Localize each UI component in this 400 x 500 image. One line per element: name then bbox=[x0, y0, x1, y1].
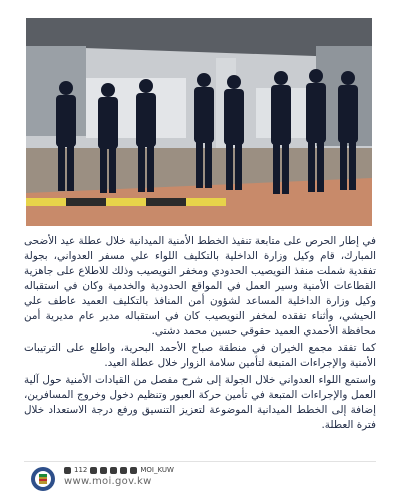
phone-icon bbox=[64, 467, 71, 474]
article-paragraph: واستمع اللواء العدواني خلال الجولة إلى شرح مفصل من القيادات الأمنية حول آلية العمل والإجراءات المتبعة في تأمين حركة العبور وتنظيم دخول وخروج المسافرين، إضافة إلى الخطط الميدانية الموضوعة لتعزيز التنسيق ورفع درجة الاستعداد خلال فترة العطلة. bbox=[24, 374, 376, 431]
twitter-icon[interactable] bbox=[110, 467, 117, 474]
article-photo bbox=[26, 18, 372, 226]
article-paragraph: في إطار الحرص على متابعة تنفيذ الخطط الأمنية الميدانية خلال عطلة عيد الأضحى المبارك، قام وكيل وزارة الداخلية بالتكليف اللواء علي مسفر العدواني، بجولة تفقدية شملت منفذ النويصيب الحدودي ومخفر النويصيب وذلك للاطلاع على جاهزية القطاعات الأمنية وسير العمل في المواقع الحدودية والخدمية وكان في استقباله وكيل وزارة الداخلية المساعد لشؤون أمن المنافذ بالتكليف العميد عاطف علي الحيشي، وأثناء تفقده لمخفر النويصيب كان في استقباله مدير عام مديرية أمن محافظة الأحمدي العميد حقوقي حسين محمد دشتي. bbox=[24, 235, 376, 337]
snapchat-icon[interactable] bbox=[90, 467, 97, 474]
social-bar bbox=[64, 465, 174, 475]
youtube-icon[interactable] bbox=[120, 467, 127, 474]
social-handle: MOI_KUW bbox=[140, 466, 174, 474]
article-paragraph: كما تفقد مجمع الخيران في منطقة صباح الأحمد البحرية، واطلع على الترتيبات الأمنية والإجراءات المتبعة لتأمين سلامة الزوار خلال عطلة العيد. bbox=[24, 342, 376, 369]
officers-photo-illustration bbox=[26, 18, 372, 226]
article-body bbox=[24, 234, 376, 435]
curb-stripes bbox=[26, 198, 226, 206]
ministry-emblem-icon bbox=[30, 466, 56, 492]
facebook-icon[interactable] bbox=[130, 467, 137, 474]
website-link[interactable]: www.moi.gov.kw bbox=[64, 476, 152, 487]
footer bbox=[24, 461, 376, 492]
instagram-icon[interactable] bbox=[100, 467, 107, 474]
hotline-number: 112 bbox=[74, 466, 88, 474]
